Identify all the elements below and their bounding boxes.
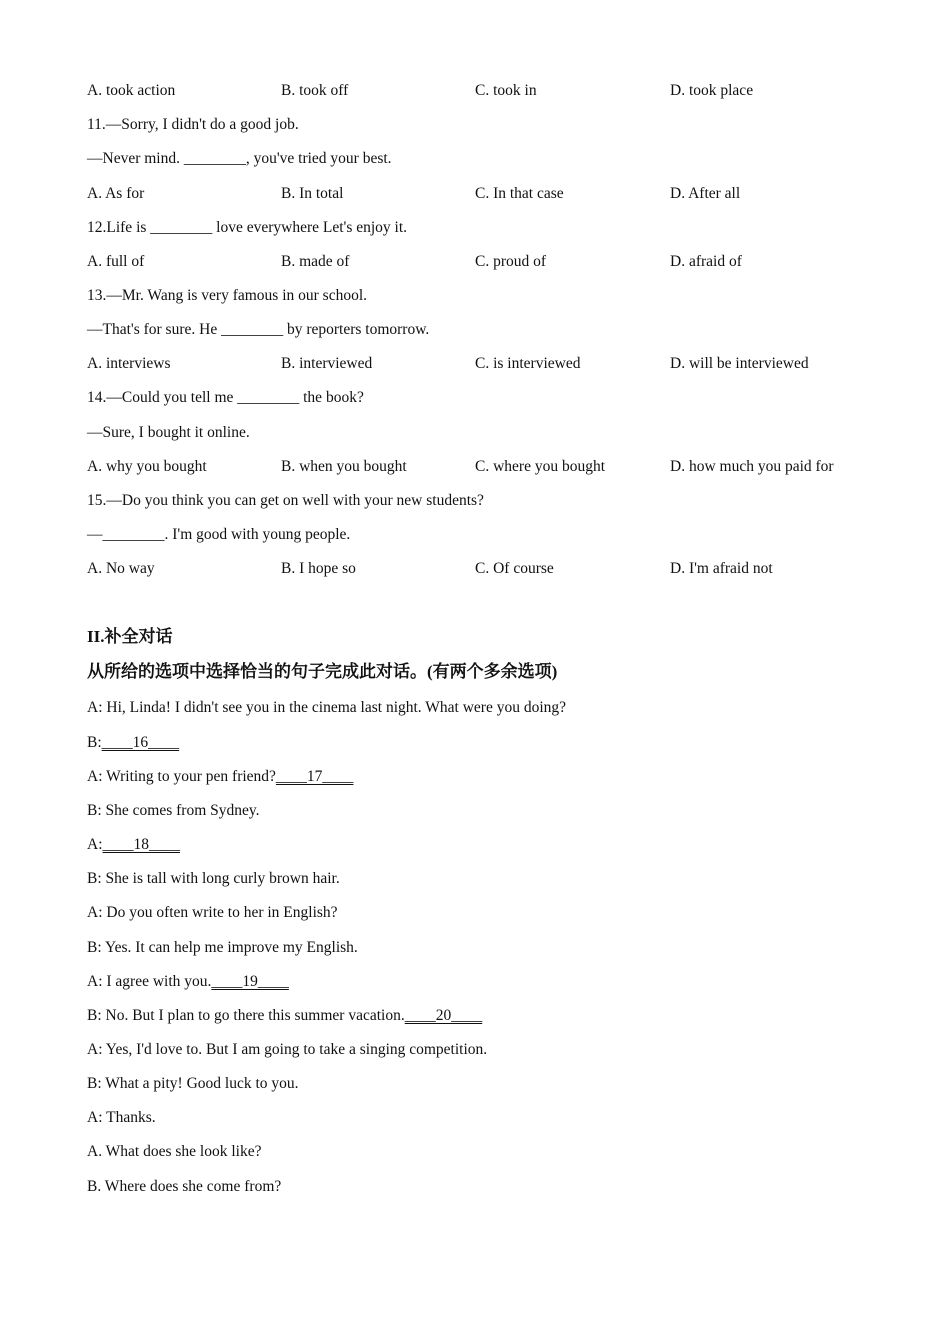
q11-option-b: B. In total	[281, 185, 344, 202]
q14-line1: 14.—Could you tell me ________ the book?	[87, 389, 364, 406]
dialogue-line-11: A: Yes, I'd love to. But I am going to take a singing competition.	[87, 1041, 488, 1058]
dialogue-line-2	[87, 732, 179, 754]
blank-17: ____17____	[275, 768, 354, 785]
q11-line1: 11.—Sorry, I didn't do a good job.	[87, 116, 299, 133]
q15-option-a: A. No way	[87, 560, 155, 577]
blank-19: ____19____	[211, 973, 289, 990]
q13-options	[87, 353, 887, 375]
q12-option-c: C. proud of	[475, 253, 547, 270]
section-instruction: 从所给的选项中选择恰当的句子完成此对话。(有两个多余选项)	[87, 662, 558, 681]
section-title: II.补全对话	[87, 627, 173, 646]
dialogue-line-9	[87, 971, 289, 993]
blank-16: ____16____	[101, 734, 180, 751]
dialogue-line-5	[87, 834, 180, 856]
dialogue-line-4: B: She comes from Sydney.	[87, 802, 260, 819]
q13-option-c: C. is interviewed	[475, 355, 581, 372]
dialogue-speaker: A:	[87, 836, 103, 853]
dialogue-line-3	[87, 766, 353, 788]
q11-option-c: C. In that case	[475, 185, 564, 202]
q11-options	[87, 183, 887, 205]
dialogue-line-10	[87, 1005, 482, 1027]
q13-line1: 13.—Mr. Wang is very famous in our school.	[87, 287, 368, 304]
q12-options	[87, 251, 887, 273]
q11-option-d: D. After all	[670, 185, 741, 202]
dialogue-line-8: B: Yes. It can help me improve my English.	[87, 939, 358, 956]
dialogue-line-13: A: Thanks.	[87, 1109, 156, 1126]
q10-options	[87, 80, 887, 102]
q10-option-b: B. took off	[281, 82, 349, 99]
q12-option-b: B. made of	[281, 253, 350, 270]
dialogue-text: A: Writing to your pen friend?	[87, 768, 276, 785]
choice-b: B. Where does she come from?	[87, 1178, 282, 1195]
q15-option-b: B. I hope so	[281, 560, 356, 577]
choice-a: A. What does she look like?	[87, 1143, 262, 1160]
q13-option-b: B. interviewed	[281, 355, 373, 372]
dialogue-text: B: No. But I plan to go there this summer vacation.	[87, 1007, 405, 1024]
q14-line2: —Sure, I bought it online.	[87, 424, 250, 441]
q13-line2: —That's for sure. He ________ by reporters tomorrow.	[87, 321, 430, 338]
blank-20: ____20____	[404, 1007, 483, 1024]
q14-option-b: B. when you bought	[281, 458, 407, 475]
q14-option-a: A. why you bought	[87, 458, 207, 475]
q13-option-d: D. will be interviewed	[670, 355, 809, 372]
q14-options	[87, 456, 887, 478]
q14-option-d: D. how much you paid for	[670, 458, 834, 475]
q15-line2: —________. I'm good with young people.	[87, 526, 351, 543]
q15-option-c: C. Of course	[475, 560, 554, 577]
blank-18: ____18____	[102, 836, 180, 853]
dialogue-speaker: B:	[87, 734, 102, 751]
q10-option-a: A. took action	[87, 82, 176, 99]
q15-options	[87, 558, 887, 580]
q11-line2: —Never mind. ________, you've tried your best.	[87, 150, 392, 167]
q15-line1: 15.—Do you think you can get on well with your new students?	[87, 492, 484, 509]
dialogue-line-1: A: Hi, Linda! I didn't see you in the cinema last night. What were you doing?	[87, 699, 567, 716]
dialogue-line-6: B: She is tall with long curly brown hair.	[87, 870, 340, 887]
q13-option-a: A. interviews	[87, 355, 171, 372]
dialogue-line-7: A: Do you often write to her in English?	[87, 904, 338, 921]
q11-option-a: A. As for	[87, 185, 145, 202]
q12-option-d: D. afraid of	[670, 253, 742, 270]
dialogue-line-12: B: What a pity! Good luck to you.	[87, 1075, 299, 1092]
q14-option-c: C. where you bought	[475, 458, 606, 475]
q15-option-d: D. I'm afraid not	[670, 560, 773, 577]
q10-option-d: D. took place	[670, 82, 754, 99]
q10-option-c: C. took in	[475, 82, 537, 99]
q12-option-a: A. full of	[87, 253, 145, 270]
q12-line1: 12.Life is ________ love everywhere Let's enjoy it.	[87, 219, 408, 236]
dialogue-text: A: I agree with you.	[87, 973, 212, 990]
